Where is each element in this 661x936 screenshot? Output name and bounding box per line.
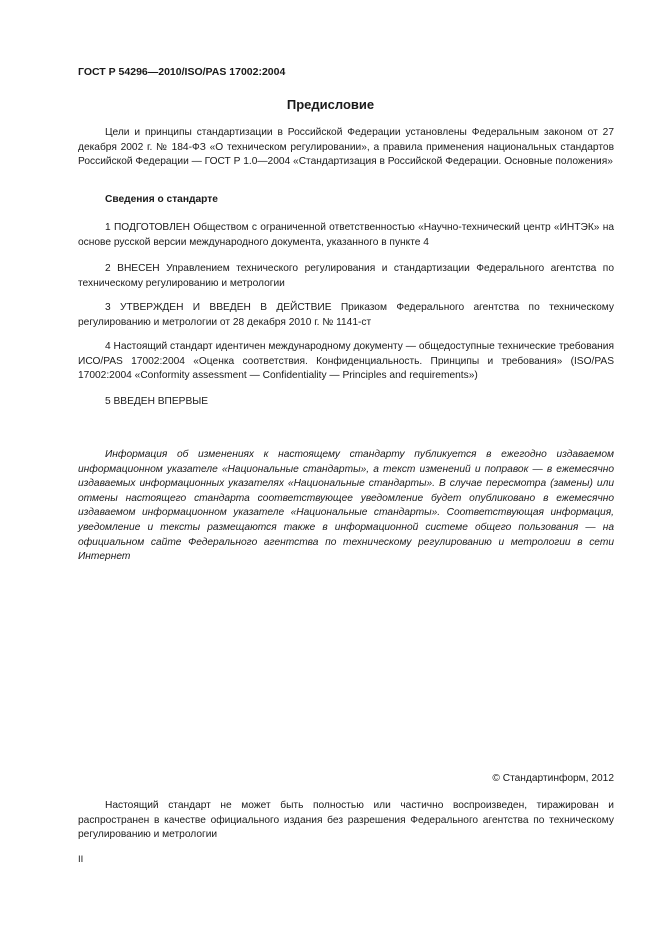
intro-paragraph: Цели и принципы стандартизации в Российской Федерации установлены Федеральным законом от 27 декабря 2002 г. № 184-ФЗ «О техническом регулировании», а правила применения национальных стандартов Российской Федерации — ГОСТ Р 1.0—2004 «Стандартизация в Российской Федерации. Основные положения» xyxy=(78,127,614,168)
page-number: II xyxy=(78,854,84,865)
section-heading: Сведения о стандарте xyxy=(105,194,218,205)
item-3-paragraph: 3 УТВЕРЖДЕН И ВВЕДЕН В ДЕЙСТВИЕ Приказом Федерального агентства по техническому регулированию и метрологии от 28 декабря 2010 г. № 1141-ст xyxy=(78,302,614,328)
page-title: Предисловие xyxy=(286,97,375,112)
item-4-paragraph: 4 Настоящий стандарт идентичен международному документу — общедоступные технические требования ИСО/PAS 17002:2004 «Оценка соответствия. Конфиденциальность. Принципы и требования» (ISO/PAS 17002:2004 «Conformity assessment — Confidentiality — Principles and requirements») xyxy=(78,341,614,382)
item-5-paragraph: 5 ВВЕДЕН ВПЕРВЫЕ xyxy=(105,396,209,407)
reproduction-notice-paragraph: Настоящий стандарт не может быть полностью или частично воспроизведен, тиражирован и распространен в качестве официального издания без разрешения Федерального агентства по техническому регулированию и метрологии xyxy=(78,800,614,841)
info-notice-paragraph: Информация об изменениях к настоящему стандарту публикуется в ежегодно издаваемом информационном указателе «Национальные стандарты», а текст изменений и поправок — в ежемесячно издаваемых информационных указателях «Национальные стандарты». В случае пересмотра (замены) или отмены настоящего стандарта соответствующее уведомление будет опубликовано в ежемесячно издаваемом информационном указателе «Национальные стандарты». Соответствующая информация, уведомление и тексты размещаются также в информационной системе общего пользования — на официальном сайте Федерального агентства по техническому регулированию и метрологии в сети Интернет xyxy=(78,449,614,563)
copyright-line: © Стандартинформ, 2012 xyxy=(492,773,614,784)
document-code-header: ГОСТ Р 54296—2010/ISO/PAS 17002:2004 xyxy=(78,66,286,78)
item-1-paragraph: 1 ПОДГОТОВЛЕН Обществом с ограниченной ответственностью «Научно-технический центр «ИНТЭК» на основе русской версии международного документа, указанного в пункте 4 xyxy=(78,222,614,248)
item-2-paragraph: 2 ВНЕСЕН Управлением технического регулирования и стандартизации Федерального агентства по техническому регулированию и метрологии xyxy=(78,263,614,289)
